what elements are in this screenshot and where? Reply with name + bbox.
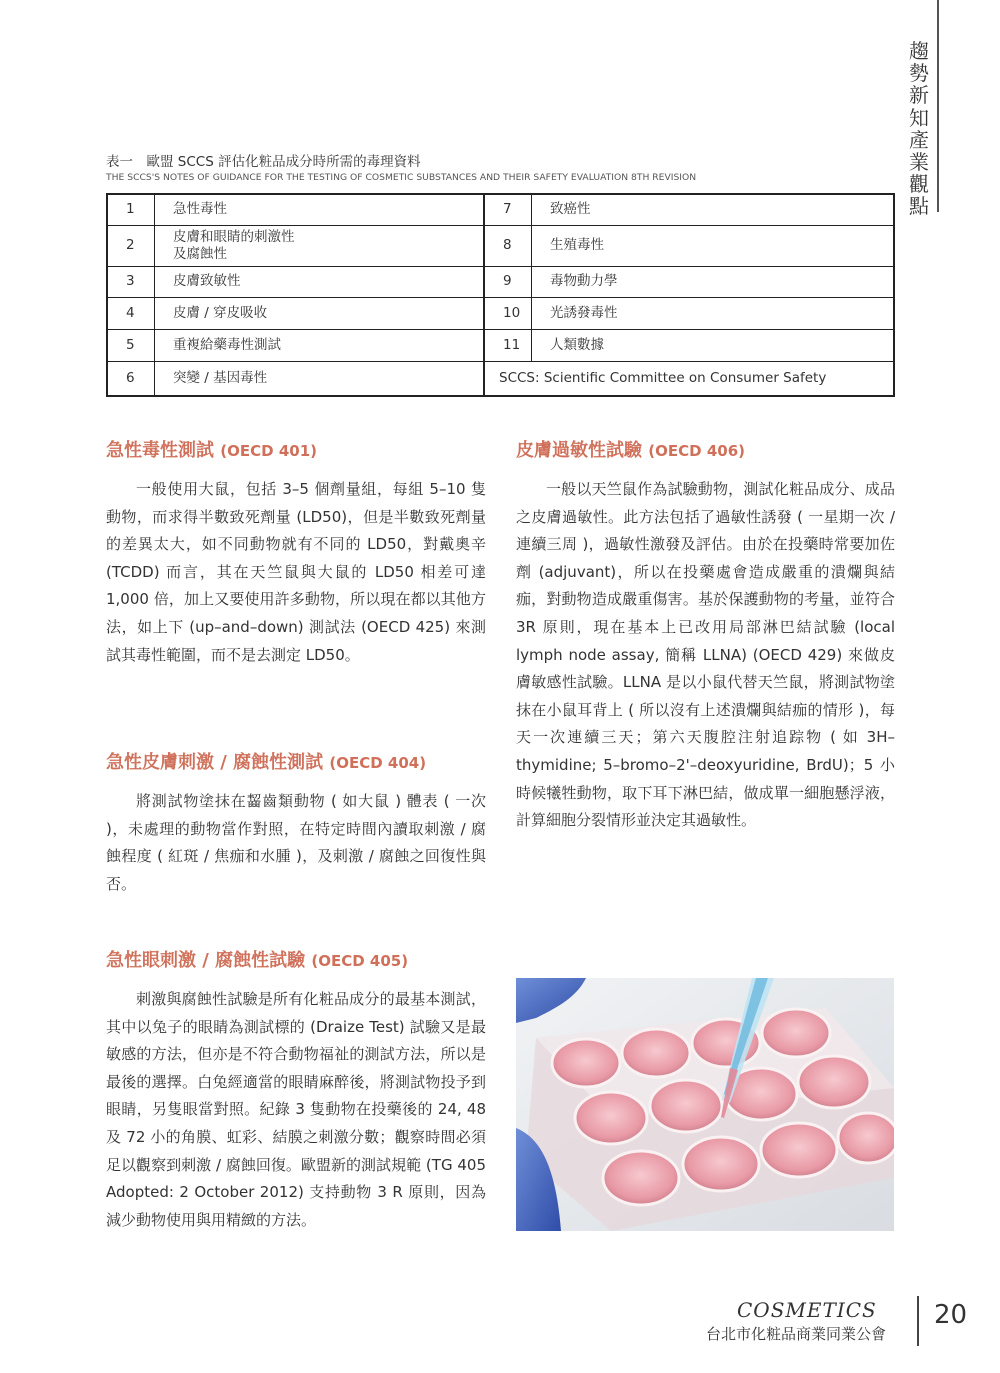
section-heading-eye xyxy=(106,946,408,972)
heading-code: (OECD 405) xyxy=(311,952,409,970)
paragraph-acute: 一般使用大鼠，包括 3–5 個劑量組，每組 5–10 隻動物，而求得半數致死劑量 (LD50)，但是半數致死劑量的差異太大，如不同動物就有不同的 LD50，對戴奧辛 (TCDD) 而言，其在天竺鼠與大鼠的 LD50 相差可達 1,000 倍，加上又要使用許多動物，所以現在都以其他方法，如上下 (up–and–down) 測試法 (OECD 425) 來測試其毒性範圍，而不是去測定 LD50。 xyxy=(106,480,486,664)
association-name: 台北市化粧品商業同業公會 xyxy=(706,1325,887,1343)
table-cell-line: 及腐蝕性 xyxy=(173,245,227,262)
toxicology-table xyxy=(106,193,895,397)
paragraph-skin: 將測試物塗抹在齧齒類動物 ( 如大鼠 ) 體表 ( 一次 )，未處理的動物當作對照，在特定時間內讀取刺激 / 腐蝕程度 ( 紅斑 / 焦痂和水腫 )，及刺激 / 腐蝕之回復性與否。 xyxy=(106,792,486,893)
paragraph-eye: 刺激與腐蝕性試驗是所有化粧品成分的最基本測試，其中以兔子的眼睛為測試標的 (Draize Test) 試驗又是最敏感的方法，但亦是不符合動物福祉的測試方法，所以是最後的選擇。白兔經適當的眼睛麻醉後，將測試物投予到眼睛，另隻眼當對照。紀錄 3 隻動物在投藥後的 24, 48 及 72 小的角膜、虹彩、結膜之刺激分數；觀察時間必須足以觀察到刺激 / 腐蝕回復。歐盟新的測試規範 (TG 405 Adopted: 2 October 2012) 支持動物 3 R 原則，因為減少動物使用與用精緻的方法。 xyxy=(106,990,486,1229)
table-cell: 11 xyxy=(484,329,532,361)
paragraph-sensitization: 一般以天竺鼠作為試驗動物，測試化粧品成分、成品之皮膚過敏性。此方法包括了過敏性誘發 ( 一星期一次 / 連續三周 )，過敏性激發及評估。由於在投藥時常要加佐劑 (adjuvant)，所以在投藥處會造成嚴重的潰爛與結痂，對動物造成嚴重傷害。基於保護動物的考量，並符合 3R 原則，現在基本上已改用局部淋巴結試驗 (local lymph node assay, 簡稱 LLNA) (OECD 429) 來做皮膚敏感性試驗。LLNA 是以小鼠代替天竺鼠，將測試物塗抹在小鼠耳背上 ( 所以沒有上述潰爛與結痂的情形 )，每天一次連續三天；第六天腹腔注射追踪物 ( 如 3H–thymidine; 5–bromo–2'–deoxyuridine, BrdU)；5 小時候犧牲動物，取下耳下淋巴結，做成單一細胞懸浮液，計算細胞分裂情形並決定其過敏性。 xyxy=(516,480,895,830)
table-caption-english: THE SCCS'S NOTES OF GUIDANCE FOR THE TESTING OF COSMETIC SUBSTANCES AND THEIR SAFETY EVALUATION 8TH REVISION xyxy=(106,172,697,183)
table-cell: 重複給藥毒性測試 xyxy=(155,329,485,361)
footer-divider xyxy=(917,1296,919,1346)
well-plate-illustration xyxy=(516,978,894,1231)
table-cell: 突變 / 基因毒性 xyxy=(155,361,485,396)
table-row xyxy=(107,225,894,266)
table-cell: 人類數據 xyxy=(532,329,895,361)
section-heading-acute xyxy=(106,436,317,462)
column-title: 趨勢新知產業觀點 xyxy=(909,39,929,219)
heading-code: (OECD 406) xyxy=(648,442,745,460)
table-cell: 致癌性 xyxy=(532,194,895,225)
table-cell: 7 xyxy=(484,194,532,225)
magazine-brand: COSMETICS xyxy=(737,1298,877,1322)
table-row xyxy=(107,266,894,297)
table-cell: 5 xyxy=(107,329,155,361)
table-cell: 2 xyxy=(107,225,155,266)
heading-code: (OECD 404) xyxy=(329,754,427,772)
table-cell: 皮膚 / 穿皮吸收 xyxy=(155,297,485,329)
table-cell: 3 xyxy=(107,266,155,297)
page-number: 20 xyxy=(934,1300,968,1330)
table-cell: 1 xyxy=(107,194,155,225)
section-heading-skin xyxy=(106,748,426,774)
section-heading-sensitization xyxy=(516,436,745,462)
table-cell: 光誘發毒性 xyxy=(532,297,895,329)
table-row xyxy=(107,194,894,225)
heading-text: 急性毒性測試 xyxy=(106,440,214,461)
table-cell: 4 xyxy=(107,297,155,329)
table-cell xyxy=(155,225,485,266)
table-footnote: SCCS: Scientific Committee on Consumer Safety xyxy=(484,361,894,396)
table-row xyxy=(107,361,894,396)
table-cell: 皮膚致敏性 xyxy=(155,266,485,297)
table-cell: 10 xyxy=(484,297,532,329)
table-cell: 8 xyxy=(484,225,532,266)
well-plate-photo xyxy=(516,978,894,1231)
heading-text: 急性皮膚刺激 / 腐蝕性測試 xyxy=(106,752,324,773)
heading-code: (OECD 401) xyxy=(220,442,317,460)
column-divider xyxy=(937,0,939,212)
heading-text: 急性眼刺激 / 腐蝕性試驗 xyxy=(106,950,306,971)
table-row xyxy=(107,329,894,361)
table-cell: 急性毒性 xyxy=(155,194,485,225)
table-caption: 表一 歐盟 SCCS 評估化粧品成分時所需的毒理資料 xyxy=(106,154,421,170)
table-cell-line: 皮膚和眼睛的刺激性 xyxy=(173,228,295,245)
table-cell: 毒物動力學 xyxy=(532,266,895,297)
table-cell: 6 xyxy=(107,361,155,396)
table-row xyxy=(107,297,894,329)
heading-text: 皮膚過敏性試驗 xyxy=(516,440,642,461)
table-cell: 生殖毒性 xyxy=(532,225,895,266)
table-cell: 9 xyxy=(484,266,532,297)
